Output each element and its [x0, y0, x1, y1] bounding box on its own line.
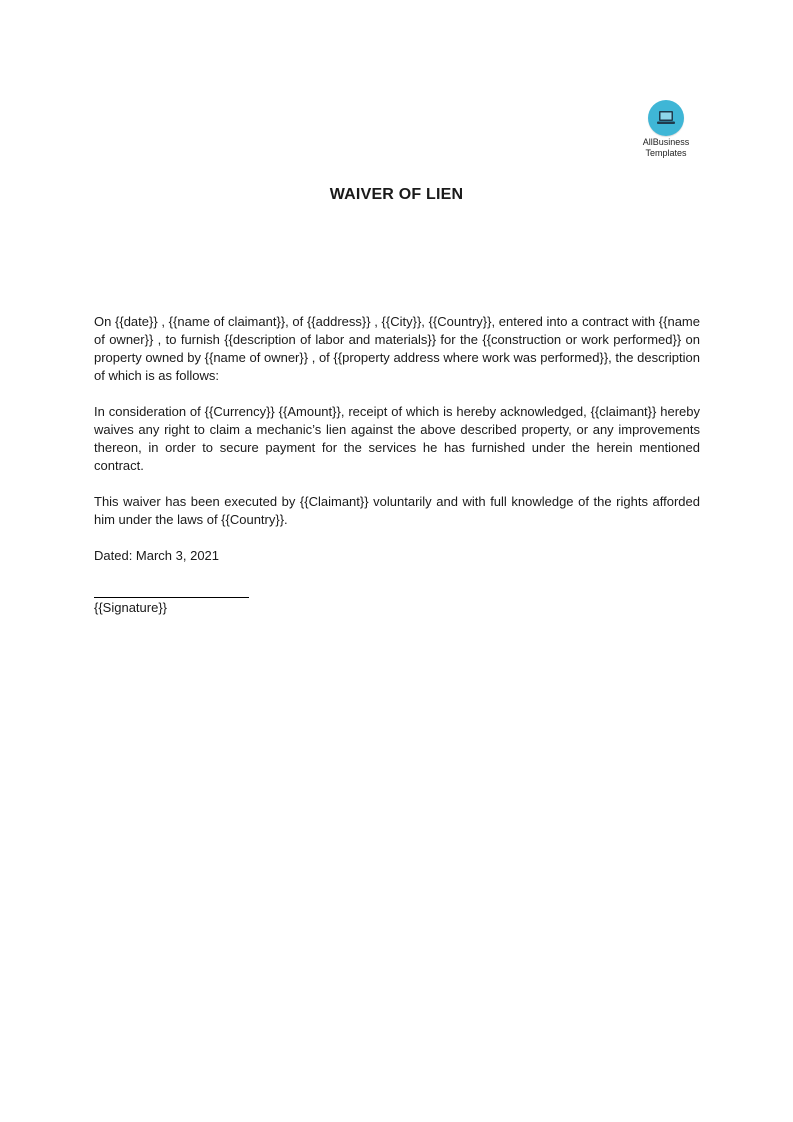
document-body: [94, 313, 700, 617]
signature-line: [94, 583, 249, 598]
dated-line: Dated: March 3, 2021: [94, 548, 220, 563]
logo-text-line1: AllBusiness: [642, 137, 690, 147]
paragraph-waiver: This waiver has been executed by {{Claimant}} voluntarily and with full knowledge of the rights afforded him under the laws of {{Country}}.: [94, 494, 700, 527]
paragraph-consideration: In consideration of {{Currency}} {{Amount}}, receipt of which is hereby acknowledged, {{claimant}} hereby waives any right to claim a mechanic’s lien against the above described property, or any improvements thereon, in order to secure payment for the services he has furnished under the herein mentioned contract.: [94, 404, 700, 473]
signature-label: {{Signature}}: [94, 600, 168, 615]
company-logo: [630, 100, 702, 158]
laptop-icon: [648, 100, 684, 136]
paragraph-contract: On {{date}} , {{name of claimant}}, of {{address}} , {{City}}, {{Country}}, entered into a contract with {{name of owner}} , to furnish {{description of labor and materials}} for the {{construction or work performed}} on property owned by {{name of owner}} , of {{property address where work was performed}}, the description of which is as follows:: [94, 314, 700, 383]
logo-text-line2: Templates: [645, 148, 687, 158]
document-title: WAIVER OF LIEN: [329, 186, 464, 203]
